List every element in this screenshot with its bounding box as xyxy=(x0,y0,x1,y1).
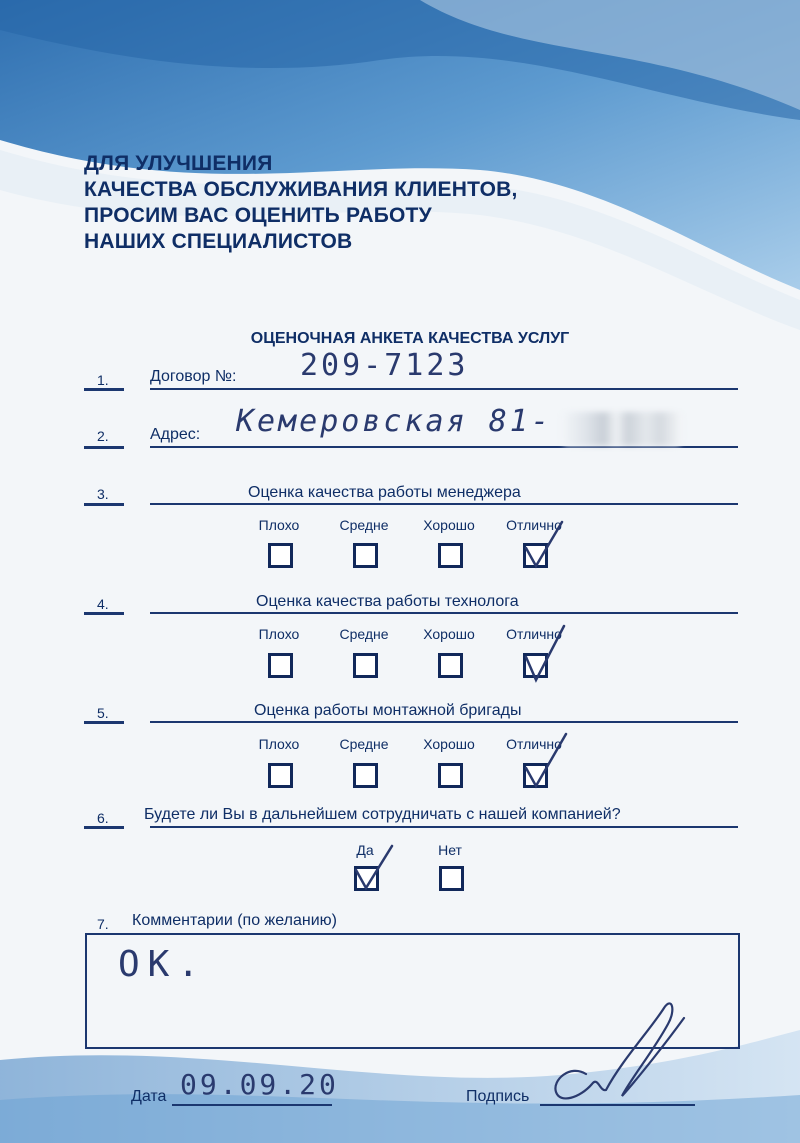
q3-option-average: Средне xyxy=(339,517,389,533)
q3-option-bad: Плохо xyxy=(258,517,300,533)
q5-option-bad: Плохо xyxy=(258,736,300,752)
q5-line xyxy=(150,721,738,723)
q6-line xyxy=(150,826,738,828)
header-line-4: НАШИХ СПЕЦИАЛИСТОВ xyxy=(84,230,353,253)
q3-option-excellent: Отлично xyxy=(506,517,562,533)
q3-option-good: Хорошо xyxy=(423,517,475,533)
comments-label: Комментарии (по желанию) xyxy=(132,912,337,929)
address-label: Адрес: xyxy=(150,426,201,443)
q5-option-average: Средне xyxy=(339,736,389,752)
address-handwritten[interactable]: Кемеровская 81- xyxy=(236,404,552,439)
header-line-2: КАЧЕСТВА ОБСЛУЖИВАНИЯ КЛИЕНТОВ, xyxy=(84,178,518,201)
q2-number: 2. xyxy=(97,428,109,444)
q3-checkbox-excellent[interactable] xyxy=(523,543,548,568)
redacted-area xyxy=(562,412,682,446)
q5-label: Оценка работы монтажной бригады xyxy=(254,702,522,719)
q6-option-no: Нет xyxy=(438,842,462,858)
header-line-1: ДЛЯ УЛУЧШЕНИЯ xyxy=(84,152,273,175)
q5-checkbox-excellent[interactable] xyxy=(523,763,548,788)
q6-number: 6. xyxy=(97,810,109,826)
q4-checkbox-bad[interactable] xyxy=(268,653,293,678)
q4-option-bad: Плохо xyxy=(258,626,300,642)
q3-number-underline xyxy=(84,503,124,506)
date-handwritten[interactable]: 09.09.20 xyxy=(180,1068,339,1101)
q6-option-yes: Да xyxy=(356,842,374,858)
q3-line xyxy=(150,503,738,505)
date-line xyxy=(172,1104,332,1106)
date-label: Дата xyxy=(131,1088,167,1105)
q5-option-good: Хорошо xyxy=(423,736,475,752)
q5-checkbox-good[interactable] xyxy=(438,763,463,788)
q4-label: Оценка качества работы технолога xyxy=(256,593,519,610)
q3-checkbox-bad[interactable] xyxy=(268,543,293,568)
q4-number-underline xyxy=(84,612,124,615)
q6-checkbox-yes[interactable] xyxy=(354,866,379,891)
comments-handwritten[interactable]: ОК. xyxy=(118,944,208,985)
q7-number: 7. xyxy=(97,916,109,932)
q1-number: 1. xyxy=(97,372,109,388)
q4-checkbox-excellent[interactable] xyxy=(523,653,548,678)
q4-line xyxy=(150,612,738,614)
q6-checkbox-no[interactable] xyxy=(439,866,464,891)
q4-option-good: Хорошо xyxy=(423,626,475,642)
q3-checkbox-average[interactable] xyxy=(353,543,378,568)
q3-checkbox-good[interactable] xyxy=(438,543,463,568)
q4-checkbox-average[interactable] xyxy=(353,653,378,678)
contract-label: Договор №: xyxy=(150,368,237,385)
q3-label: Оценка качества работы менеджера xyxy=(248,484,521,501)
q5-checkbox-average[interactable] xyxy=(353,763,378,788)
q4-checkbox-good[interactable] xyxy=(438,653,463,678)
form-title: ОЦЕНОЧНАЯ АНКЕТА КАЧЕСТВА УСЛУГ xyxy=(250,330,570,347)
q2-number-underline xyxy=(84,446,124,449)
q6-number-underline xyxy=(84,826,124,829)
q1-number-underline xyxy=(84,388,124,391)
contract-number-handwritten[interactable]: 209-7123 xyxy=(300,348,469,383)
q6-label: Будете ли Вы в дальнейшем сотрудничать с нашей компанией? xyxy=(144,806,621,823)
q5-number-underline xyxy=(84,721,124,724)
q3-number: 3. xyxy=(97,486,109,502)
address-line xyxy=(150,446,738,448)
q5-checkbox-bad[interactable] xyxy=(268,763,293,788)
q4-option-excellent: Отлично xyxy=(506,626,562,642)
header-line-3: ПРОСИМ ВАС ОЦЕНИТЬ РАБОТУ xyxy=(84,204,432,227)
q4-option-average: Средне xyxy=(339,626,389,642)
signature-line xyxy=(540,1104,695,1106)
contract-line xyxy=(150,388,738,390)
q4-number: 4. xyxy=(97,596,109,612)
signature-label: Подпись xyxy=(466,1088,530,1105)
q5-number: 5. xyxy=(97,705,109,721)
q5-option-excellent: Отлично xyxy=(506,736,562,752)
